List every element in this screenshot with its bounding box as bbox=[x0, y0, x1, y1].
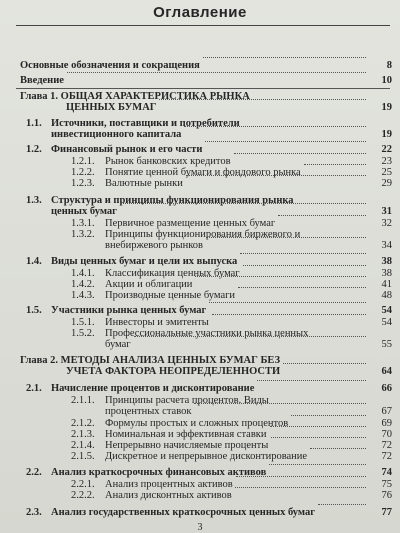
dot-leader bbox=[235, 487, 366, 488]
toc-entry-page: 10 bbox=[381, 75, 392, 86]
toc-entry-title: Структура и принципы функционирования рынка bbox=[51, 195, 294, 206]
toc-entry-number: 1.1. bbox=[26, 118, 42, 129]
toc-entry-page: 69 bbox=[381, 418, 392, 429]
toc-entry-number: 1.3.2. bbox=[71, 229, 95, 240]
toc-entry-number: 2.3. bbox=[26, 507, 42, 518]
toc-entry-number: 1.4.3. bbox=[71, 290, 95, 301]
toc-entry-number: 2.1.4. bbox=[71, 440, 95, 451]
dot-leader bbox=[243, 265, 366, 266]
toc-entry-title: Основные обозначения и сокращения bbox=[20, 60, 200, 71]
toc-entry-title: Профессиональные участники рынка ценных bbox=[105, 328, 309, 339]
toc-entry-page: 29 bbox=[381, 178, 392, 189]
toc-entry-number: 2.1. bbox=[26, 383, 42, 394]
dot-leader bbox=[195, 276, 366, 277]
dot-leader bbox=[318, 504, 366, 505]
toc-entry-page: 31 bbox=[381, 206, 392, 217]
dot-leader bbox=[236, 476, 366, 477]
toc-entry-title: Дискретное и непрерывное дисконтирование bbox=[105, 451, 308, 462]
toc-entry-number: 1.2.2. bbox=[71, 167, 95, 178]
dot-leader bbox=[120, 203, 366, 204]
dot-leader bbox=[257, 380, 366, 381]
toc-entry-title: ЦЕННЫХ БУМАГ bbox=[66, 102, 157, 113]
toc-entry-page: 22 bbox=[381, 144, 392, 155]
dot-leader bbox=[67, 72, 366, 73]
toc-entry-title: Анализ дисконтных активов bbox=[105, 490, 232, 501]
dot-leader bbox=[271, 437, 366, 438]
toc-entry-number: 2.2.2. bbox=[71, 490, 95, 501]
dot-leader bbox=[310, 448, 366, 449]
toc-entry-number: 1.3.1. bbox=[71, 218, 95, 229]
toc-entry-page: 32 bbox=[381, 218, 392, 229]
toc-entry-title: Источники, поставщики и потребители bbox=[51, 118, 240, 129]
toc-entry-number: 1.5.2. bbox=[71, 328, 95, 339]
toc-entry-title: Глава 2. МЕТОДЫ АНАЛИЗА ЦЕННЫХ БУМАГ БЕЗ bbox=[20, 355, 281, 366]
dot-leader bbox=[291, 415, 366, 416]
toc-entry-title: Начисление процентов и дисконтирование bbox=[51, 383, 255, 394]
dot-leader bbox=[304, 164, 366, 165]
toc-entry-page: 55 bbox=[381, 339, 392, 350]
toc-entry-title: процентных ставок bbox=[105, 406, 192, 417]
toc-entry-title: Введение bbox=[20, 75, 64, 86]
toc-entry-number: 2.2. bbox=[26, 467, 42, 478]
toc-entry-page: 38 bbox=[381, 256, 392, 267]
dot-leader bbox=[240, 253, 366, 254]
dot-leader bbox=[184, 126, 366, 127]
toc-entry-title: Непрерывно начисляемые проценты bbox=[105, 440, 269, 451]
dot-leader bbox=[203, 57, 366, 58]
toc-entry-number: 1.2.3. bbox=[71, 178, 95, 189]
title-rule bbox=[16, 25, 390, 26]
toc-entry-title: Виды ценных бумаг и цели их выпуска bbox=[51, 256, 238, 267]
toc-entry-page: 19 bbox=[381, 102, 392, 113]
toc-entry-title: Анализ государственных краткосрочных ценных бумаг bbox=[51, 507, 316, 518]
toc-entry-title: бумаг bbox=[105, 339, 131, 350]
toc-entry-title: Анализ краткосрочных финансовых активов bbox=[51, 467, 267, 478]
dot-leader bbox=[159, 99, 366, 100]
toc-entry-title: Формулы простых и сложных процентов bbox=[105, 418, 289, 429]
toc-entry-number: 1.5. bbox=[26, 305, 42, 316]
toc-entry-title: Глава 1. ОБЩАЯ ХАРАКТЕРИСТИКА РЫНКА bbox=[20, 91, 250, 102]
toc-entry-page: 70 bbox=[381, 429, 392, 440]
toc-entry-page: 64 bbox=[381, 366, 392, 377]
toc-entry-page: 72 bbox=[381, 451, 392, 462]
toc-entry-title: Принципы функционирования биржевого и bbox=[105, 229, 301, 240]
toc-entry-page: 54 bbox=[381, 317, 392, 328]
toc-entry-page: 48 bbox=[381, 290, 392, 301]
toc-entry-page: 66 bbox=[381, 383, 392, 394]
dot-leader bbox=[270, 426, 366, 427]
toc-entry-title: Принципы расчета процентов. Виды bbox=[105, 395, 269, 406]
toc-entry-page: 23 bbox=[381, 156, 392, 167]
toc-entry-page: 25 bbox=[381, 167, 392, 178]
toc-entry-number: 2.2.1. bbox=[71, 479, 95, 490]
toc-entry-page: 77 bbox=[381, 507, 392, 518]
toc-entry-title: Классификация ценных бумаг bbox=[105, 268, 240, 279]
page-title: Оглавление bbox=[153, 4, 247, 21]
toc-entry-title: внебиржевого рынков bbox=[105, 240, 203, 251]
toc-entry-page: 19 bbox=[381, 129, 392, 140]
toc-entry-number: 1.4.2. bbox=[71, 279, 95, 290]
page-number: 3 bbox=[197, 522, 203, 533]
toc-entry-page: 72 bbox=[381, 440, 392, 451]
dot-leader bbox=[269, 464, 366, 465]
toc-entry-number: 1.4. bbox=[26, 256, 42, 267]
toc-entry-number: 1.2. bbox=[26, 144, 42, 155]
toc-entry-title: Акции и облигации bbox=[105, 279, 193, 290]
toc-entry-title: Валютные рынки bbox=[105, 178, 183, 189]
toc-entry-number: 1.5.1. bbox=[71, 317, 95, 328]
dot-leader bbox=[212, 314, 366, 315]
toc-entry-page: 54 bbox=[381, 305, 392, 316]
dot-leader bbox=[278, 215, 366, 216]
toc-entry-page: 8 bbox=[386, 60, 392, 71]
toc-entry-title: Участники рынка ценных бумаг bbox=[51, 305, 207, 316]
dot-leader bbox=[205, 141, 366, 142]
toc-entry-page: 34 bbox=[381, 240, 392, 251]
dot-leader bbox=[209, 302, 366, 303]
toc-entry-title: Номинальная и эффективная ставки bbox=[105, 429, 267, 440]
toc-entry-page: 74 bbox=[381, 467, 392, 478]
toc-entry-title: ценных бумаг bbox=[51, 206, 117, 217]
dot-leader bbox=[234, 153, 366, 154]
toc-entry-page: 38 bbox=[381, 268, 392, 279]
toc-entry-page: 75 bbox=[381, 479, 392, 490]
toc-entry-title: Рынок банковских кредитов bbox=[105, 156, 231, 167]
toc-entry-page: 76 bbox=[381, 490, 392, 501]
dot-leader bbox=[283, 363, 366, 364]
separator-rule bbox=[16, 88, 390, 89]
toc-entry-page: 67 bbox=[381, 406, 392, 417]
dot-leader bbox=[194, 403, 366, 404]
toc-entry-title: Финансовый рынок и его части bbox=[51, 144, 203, 155]
toc-entry-page: 41 bbox=[381, 279, 392, 290]
toc-entry-number: 1.2.1. bbox=[71, 156, 95, 167]
toc-entry-number: 1.4.1. bbox=[71, 268, 95, 279]
toc-entry-number: 2.1.5. bbox=[71, 451, 95, 462]
toc-entry-title: УЧЕТА ФАКТОРА НЕОПРЕДЕЛЕННОСТИ bbox=[66, 366, 281, 377]
dot-leader bbox=[238, 287, 366, 288]
toc-entry-number: 1.3. bbox=[26, 195, 42, 206]
toc-entry-number: 2.1.2. bbox=[71, 418, 95, 429]
toc-entry-title: Производные ценные бумаги bbox=[105, 290, 236, 301]
toc-entry-title: инвестиционного капитала bbox=[51, 129, 182, 140]
toc-entry-title: Инвесторы и эмитенты bbox=[105, 317, 209, 328]
toc-entry-number: 2.1.3. bbox=[71, 429, 95, 440]
toc-entry-number: 2.1.1. bbox=[71, 395, 95, 406]
toc-entry-title: Анализ процентных активов bbox=[105, 479, 233, 490]
dot-leader bbox=[186, 175, 366, 176]
toc-entry-title: Первичное размещение ценных бумаг bbox=[105, 218, 276, 229]
toc-entry-title: Понятие ценной бумаги и фондового рынка bbox=[105, 167, 301, 178]
dot-leader bbox=[134, 336, 366, 337]
dot-leader bbox=[206, 237, 366, 238]
